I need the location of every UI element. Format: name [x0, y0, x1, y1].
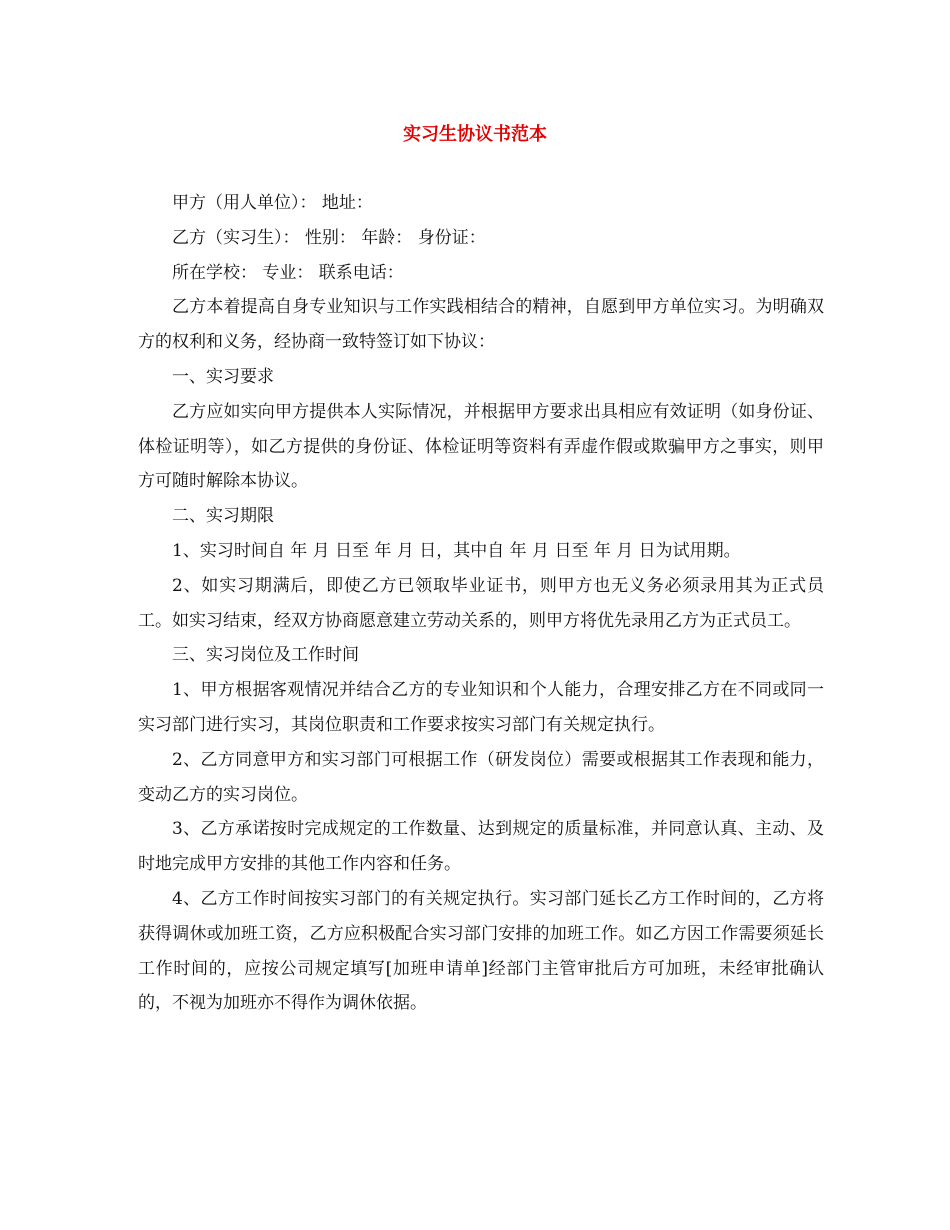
preamble-paragraph: 乙方本着提高自身专业知识与工作实践相结合的精神，自愿到甲方单位实习。为明确双方的权利和义务，经协商一致特签订如下协议： — [138, 297, 824, 353]
section-heading-term: 二、实习期限 — [172, 506, 274, 527]
requirements-paragraph: 乙方应如实向甲方提供本人实际情况，并根据甲方要求出具相应有效证明（如身份证、体检证明等），如乙方提供的身份证、体检证明等资料有弄虚作假或欺骗甲方之事实，则甲方可随时解除本协议。 — [138, 401, 824, 492]
document-body — [138, 186, 824, 1021]
party-b-line: 乙方（实习生）： 性别： 年龄： 身份证： — [172, 227, 486, 248]
position-clause-4: 4、乙方工作时间按实习部门的有关规定执行。实习部门延长乙方工作时间的，乙方将获得调休或加班工资，乙方应积极配合实习部门安排的加班工作。如乙方因工作需要须延长工作时间的，应按公司规定填写[加班申请单]经部门主管审批后方可加班，未经审批确认的，不视为加班亦不得作为调休依据。 — [138, 888, 824, 1014]
school-line: 所在学校： 专业： 联系电话： — [172, 262, 404, 283]
position-clause-1: 1、甲方根据客观情况并结合乙方的专业知识和个人能力，合理安排乙方在不同或同一实习部门进行实习，其岗位职责和工作要求按实习部门有关规定执行。 — [138, 680, 824, 735]
document-title: 实习生协议书范本 — [403, 124, 547, 145]
position-clause-2: 2、乙方同意甲方和实习部门可根据工作（研发岗位）需要或根据其工作表现和能力，变动乙方的实习岗位。 — [138, 749, 824, 805]
term-clause-2: 2、如实习期满后，即使乙方已领取毕业证书，则甲方也无义务必须录用其为正式员工。如实习结束，经双方协商愿意建立劳动关系的，则甲方将优先录用乙方为正式员工。 — [138, 575, 824, 631]
section-heading-position: 三、实习岗位及工作时间 — [172, 645, 359, 666]
party-a-line: 甲方（用人单位）： 地址： — [172, 193, 373, 213]
position-clause-3: 3、乙方承诺按时完成规定的工作数量、达到规定的质量标准，并同意认真、主动、及时地完成甲方安排的其他工作内容和任务。 — [138, 819, 824, 875]
section-heading-requirements: 一、实习要求 — [172, 366, 274, 387]
term-clause-1: 1、实习时间自 年 月 日至 年 月 日，其中自 年 月 日至 年 月 日为试用期。 — [172, 540, 741, 561]
